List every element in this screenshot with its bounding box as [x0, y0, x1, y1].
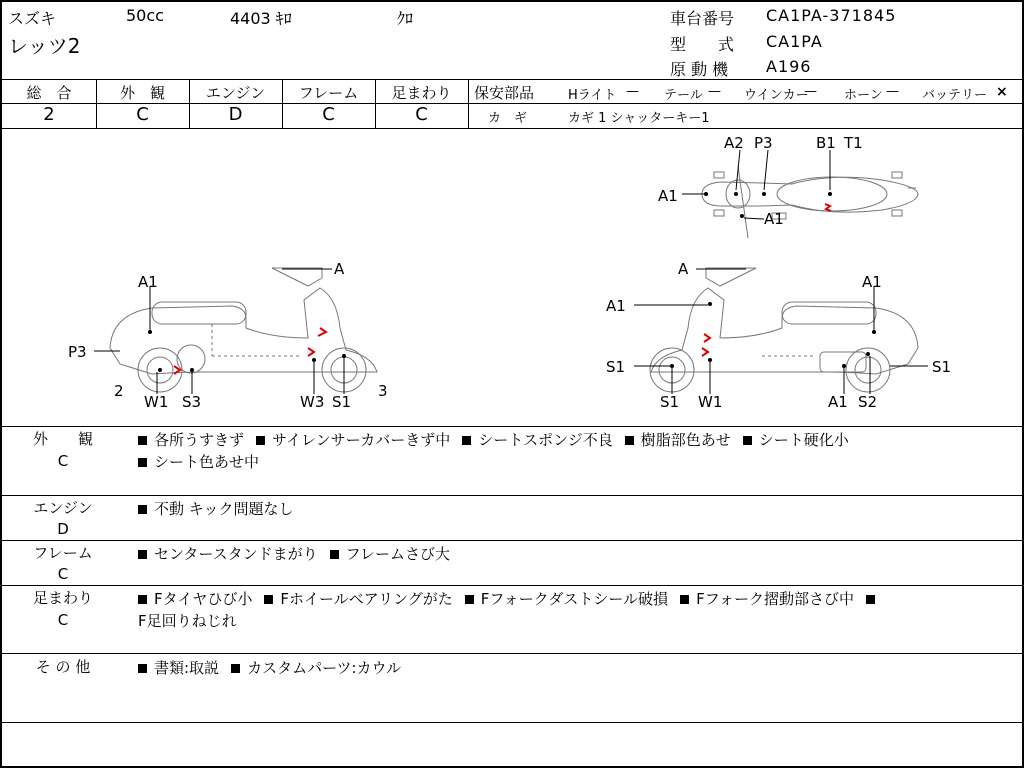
damage-mark: [174, 328, 326, 374]
diagram-label: W1: [698, 393, 723, 411]
remark-item: Fフォーク摺動部さび中: [696, 590, 854, 608]
remark-item: Fタイヤひび小: [154, 590, 253, 608]
diagram-label: P3: [68, 343, 87, 361]
remarks-exterior-line1: [138, 429, 849, 450]
remark-item: カスタムパーツ:カウル: [247, 659, 402, 677]
type-label: 型 式: [670, 35, 735, 54]
divider: [468, 103, 1024, 104]
divider: [2, 722, 1024, 723]
remarks-frame-line1: [138, 543, 450, 564]
remarks-engine-label: エンジン: [33, 499, 93, 517]
diagram-label: S1: [332, 393, 352, 411]
model-name: レッツ2: [8, 34, 81, 58]
remarks-frame-grade: C: [57, 565, 69, 583]
diagram-label: A1: [658, 187, 678, 205]
remarks-suspension-label: 足まわり: [32, 589, 93, 607]
remarks-suspension-line2: F足回りねじれ: [138, 612, 237, 630]
grade-engine-value: D: [228, 104, 243, 125]
remark-item: Fフォークダストシール破損: [480, 590, 669, 608]
divider: [2, 495, 1024, 496]
grade-total-value: 2: [43, 104, 55, 125]
remark-item: 樹脂部色あせ: [640, 431, 731, 449]
safety-battery-value: ×: [996, 84, 1008, 100]
diagram-label: A1: [138, 273, 158, 291]
remarks-other-label: そ の 他: [35, 658, 91, 676]
scooter-top-view: [702, 166, 918, 238]
remarks-exterior-label: 外 観: [32, 430, 93, 448]
diagram-label: A1: [828, 393, 848, 411]
remarks-engine-line1: [138, 498, 293, 519]
safety-horn: ホーン: [844, 88, 883, 103]
remarks-exterior-grade: C: [57, 452, 69, 470]
remark-item: 書類:取説: [154, 659, 220, 677]
diagram-label: S1: [606, 358, 626, 376]
maker: スズキ: [8, 9, 57, 28]
safety-tail-value: —: [708, 84, 721, 99]
safety-winker: ウインカー: [744, 88, 809, 103]
diagram-label: A1: [764, 210, 784, 228]
damage-mark: [702, 334, 710, 356]
diagram-label: 2: [114, 382, 124, 400]
remarks-exterior-line2: [138, 451, 259, 472]
leader-lines: [94, 150, 928, 394]
divider: [468, 79, 469, 128]
frame-no: CA1PA-371845: [766, 6, 897, 25]
engine-value: A196: [766, 57, 812, 76]
safety-winker-value: —: [804, 84, 817, 99]
frame-no-label: 車台番号: [670, 9, 735, 28]
safety-tail: テール: [664, 88, 703, 103]
grade-exterior-value: C: [136, 104, 149, 125]
diagram-label: S2: [858, 393, 878, 411]
safety-horn-value: —: [886, 84, 899, 99]
remark-item: Fホイールベアリングがた: [280, 590, 453, 608]
safety-battery: バッテリー: [922, 88, 988, 103]
diagram-label: S1: [660, 393, 680, 411]
grade-suspension-label: 足まわり: [391, 84, 452, 102]
safety-label: 保安部品: [474, 84, 535, 102]
remark-item: サイレンサーカバーきず中: [272, 431, 451, 449]
diagram-label: W3: [300, 393, 325, 411]
damage-diagram: [2, 128, 1022, 426]
remark-item: 不動 キック問題なし: [154, 500, 294, 518]
type-value: CA1PA: [766, 32, 823, 51]
divider: [2, 540, 1024, 541]
remark-item: センタースタンドまがり: [154, 545, 318, 563]
remarks-frame-label: フレーム: [33, 544, 93, 562]
diagram-label: S3: [182, 393, 202, 411]
diagram-label: W1: [144, 393, 169, 411]
key-value: カギ 1 シャッターキー1: [568, 111, 710, 126]
diagram-label: P3: [754, 134, 773, 152]
remarks-suspension-line1: [138, 588, 882, 609]
remark-item: シートスポンジ不良: [478, 431, 613, 449]
key-label: カ ギ: [488, 111, 528, 126]
remark-item: シート色あせ中: [154, 453, 260, 471]
remark-item: 各所うすきず: [154, 431, 245, 449]
divider: [2, 426, 1024, 427]
remark-item: シート硬化小: [758, 431, 849, 449]
diagram-label: A2: [724, 134, 744, 152]
diagram-label: A1: [862, 273, 882, 291]
diagram-label: S1: [932, 358, 952, 376]
diagram-label: A1: [606, 297, 626, 315]
engine-label: 原 動 機: [670, 60, 729, 79]
mileage: 4403 ｷﾛ: [230, 9, 292, 28]
diagram-label: 3: [378, 382, 388, 400]
grade-frame-value: C: [322, 104, 335, 125]
damage-mark: [825, 204, 831, 211]
displacement: 50cc: [126, 6, 164, 25]
grade-exterior-label: 外 観: [119, 84, 165, 102]
diagram-label: T1: [844, 134, 863, 152]
grade-engine-label: エンジン: [205, 84, 266, 102]
color: ｸﾛ: [397, 9, 414, 28]
safety-headlight: Hライト: [568, 88, 617, 103]
grade-total-label: 総 合: [26, 84, 72, 102]
remarks-engine-grade: D: [57, 520, 69, 538]
diagram-label: A: [334, 260, 345, 278]
divider: [2, 653, 1024, 654]
divider: [2, 585, 1024, 586]
remarks-suspension-grade: C: [57, 611, 69, 629]
grade-frame-label: フレーム: [298, 84, 359, 102]
safety-headlight-value: —: [626, 84, 639, 99]
grade-suspension-value: C: [415, 104, 428, 125]
remark-item: フレームさび大: [345, 545, 451, 563]
diagram-label: B1: [816, 134, 836, 152]
diagram-label: A: [678, 260, 689, 278]
remarks-other-line1: [138, 657, 401, 678]
divider: [2, 79, 1024, 80]
